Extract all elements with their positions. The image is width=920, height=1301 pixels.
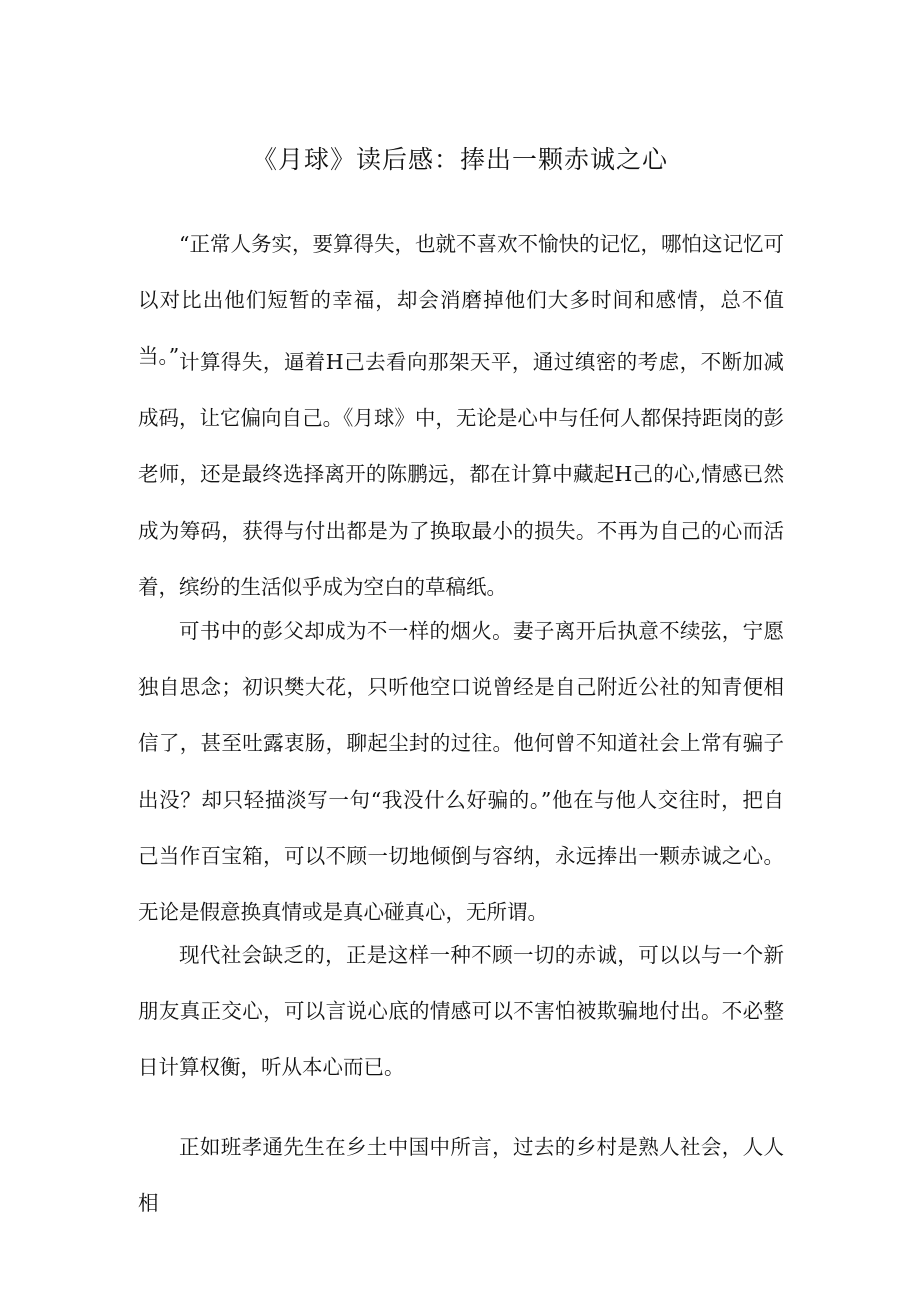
document-title: 《月球》读后感：捧出一颗赤诚之心 [251, 145, 668, 174]
paragraph-modern-society: 现代社会缺乏的，正是这样一种不顾一切的赤诚，可以以与一个新朋友真正交心，可以言说心底的情感可以不害怕被欺骗地付出。不必整日计算权衡，听从本心而已。 [138, 943, 784, 1080]
paragraph-rural-china: 正如班孝通先生在乡土中国中所言，过去的乡村是熟人社会，人人相 [138, 1135, 784, 1216]
paragraph-quote: “正常人务实，要算得失，也就不喜欢不愉快的记忆，哪怕这记忆可以对比出他们短暂的幸福，却会消磨掉他们大多时间和感情，总不值当。” [138, 232, 784, 369]
paragraph-father-peng: 可书中的彭父却成为不一样的烟火。妻子离开后执意不续弦，宁愿独自思念；初识樊大花，只听他空口说曾经是自己附近公社的知青便相信了，甚至吐露衷肠，聊起尘封的过往。他何曾不知道社会上常有骗子出没？却只轻描淡写一句“我没什么好骗的。”他在与他人交往时，把自己当作百宝箱，可以不顾一切地倾倒与容纳，永远捧出一颗赤诚之心。无论是假意换真情或是真心碰真心，无所谓。 [138, 619, 784, 925]
paragraph-calculating-gains: 计算得失，逼着H己去看向那架天平，通过缜密的考虑，不断加减成码，让它偏向自己。《月球》中，无论是心中与任何人都保持距岗的彭老师，还是最终选择离开的陈鹏远，都在计算中藏起H己的心,情感已然成为筹码，获得与付出都是为了换取最小的损失。不再为自己的心而活着，缤纷的生活似乎成为空白的草稿纸。 [138, 350, 784, 599]
